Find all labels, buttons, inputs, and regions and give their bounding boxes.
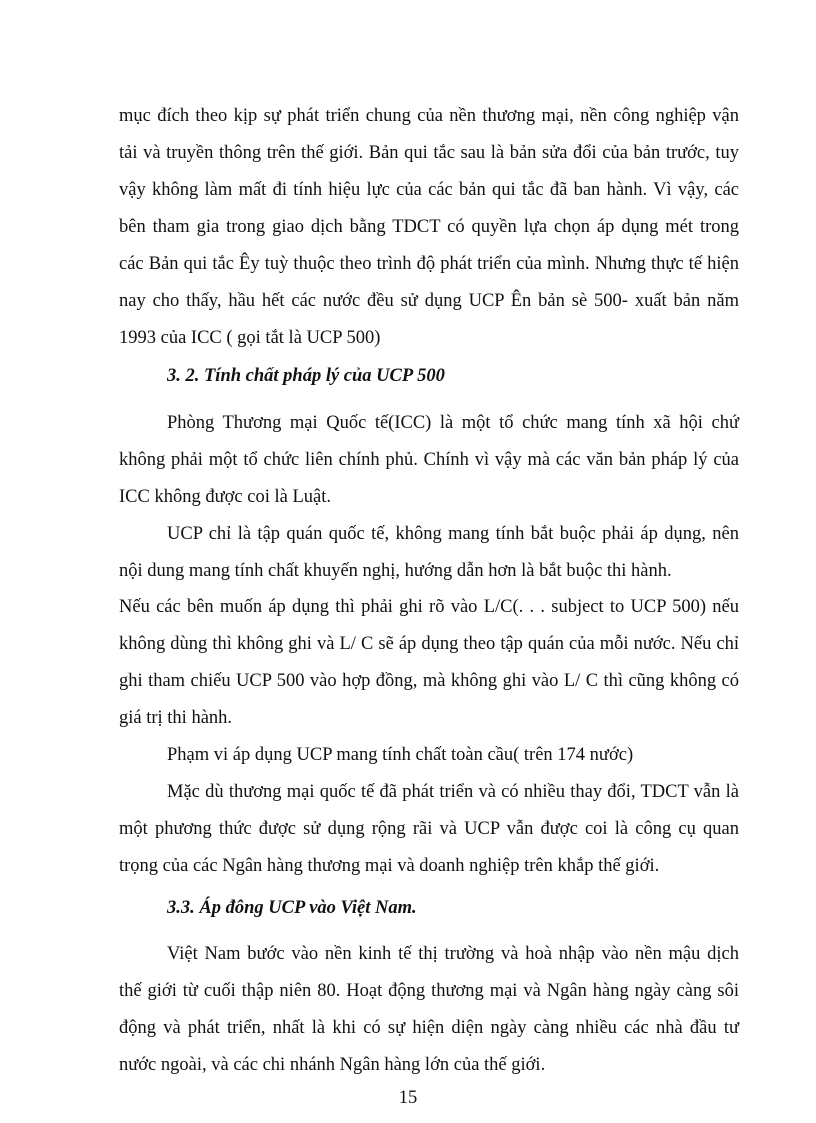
paragraph-line: trọng của các Ngân hàng thương mại và doanh nghiệp trên khắp thế giới.: [119, 856, 660, 876]
paragraph-line: Mặc dù thương mại quốc tế đã phát triển và có nhiều thay đổi, TDCT vẫn là: [167, 782, 739, 802]
paragraph-line: nước ngoài, và các chi nhánh Ngân hàng lớn của thế giới.: [119, 1055, 546, 1075]
paragraph-line: động và phát triển, nhất là khi có sự hiện diện ngày càng nhiều các nhà đầu tư: [119, 1018, 739, 1038]
paragraph-line: các Bản qui tắc Êy tuỳ thuộc theo trình độ phát triển của mình. Nhưng thực tế hiện: [119, 254, 739, 274]
paragraph-line: UCP chỉ là tập quán quốc tế, không mang tính bắt buộc phải áp dụng, nên: [167, 524, 739, 544]
paragraph-line: Phạm vi áp dụng UCP mang tính chất toàn cầu( trên 174 nước): [167, 745, 634, 765]
paragraph-line: ICC không được coi là Luật.: [119, 487, 331, 507]
paragraph-line: mục đích theo kịp sự phát triển chung của nền thương mại, nền công nghiệp vận: [119, 106, 739, 126]
paragraph-line: không phải một tổ chức liên chính phủ. Chính vì vậy mà các văn bản pháp lý của: [119, 450, 739, 470]
paragraph-line: Phòng Thương mại Quốc tế(ICC) là một tổ chức mang tính xã hội chứ: [167, 413, 739, 433]
paragraph-line: Việt Nam bước vào nền kinh tế thị trường và hoà nhập vào nền mậu dịch: [167, 944, 739, 964]
page-number: 15: [398, 1088, 418, 1108]
paragraph-line: tải và truyền thông trên thế giới. Bản qui tắc sau là bản sửa đổi của bản trước, tuy: [119, 143, 739, 163]
paragraph-line: 1993 của ICC ( gọi tắt là UCP 500): [119, 328, 381, 348]
paragraph-line: nay cho thấy, hầu hết các nước đều sử dụng UCP Ên bản sè 500- xuất bản năm: [119, 291, 739, 311]
paragraph-line: nội dung mang tính chất khuyến nghị, hướng dẫn hơn là bắt buộc thi hành.: [119, 561, 672, 581]
paragraph-line: không dùng thì không ghi và L/ C sẽ áp dụng theo tập quán của mỗi nước. Nếu chỉ: [119, 634, 739, 654]
paragraph-line: ghi tham chiếu UCP 500 vào hợp đồng, mà không ghi vào L/ C thì cũng không có: [119, 671, 739, 691]
section-heading-3-2: 3. 2. Tính chất pháp lý của UCP 500: [167, 366, 445, 386]
paragraph-line: Nếu các bên muốn áp dụng thì phải ghi rõ vào L/C(. . . subject to UCP 500) nếu: [119, 597, 739, 617]
paragraph-line: một phương thức được sử dụng rộng rãi và UCP vẫn được coi là công cụ quan: [119, 819, 739, 839]
paragraph-line: bên tham gia trong giao dịch bằng TDCT có quyền lựa chọn áp dụng mét trong: [119, 217, 739, 237]
paragraph-line: giá trị thi hành.: [119, 708, 233, 728]
section-heading-3-3: 3.3. Áp đông UCP vào Việt Nam.: [167, 898, 417, 918]
paragraph-line: vậy không làm mất đi tính hiệu lực của các bản qui tắc đã ban hành. Vì vậy, các: [119, 180, 739, 200]
paragraph-line: thế giới từ cuối thập niên 80. Hoạt động thương mại và Ngân hàng ngày càng sôi: [119, 981, 739, 1001]
